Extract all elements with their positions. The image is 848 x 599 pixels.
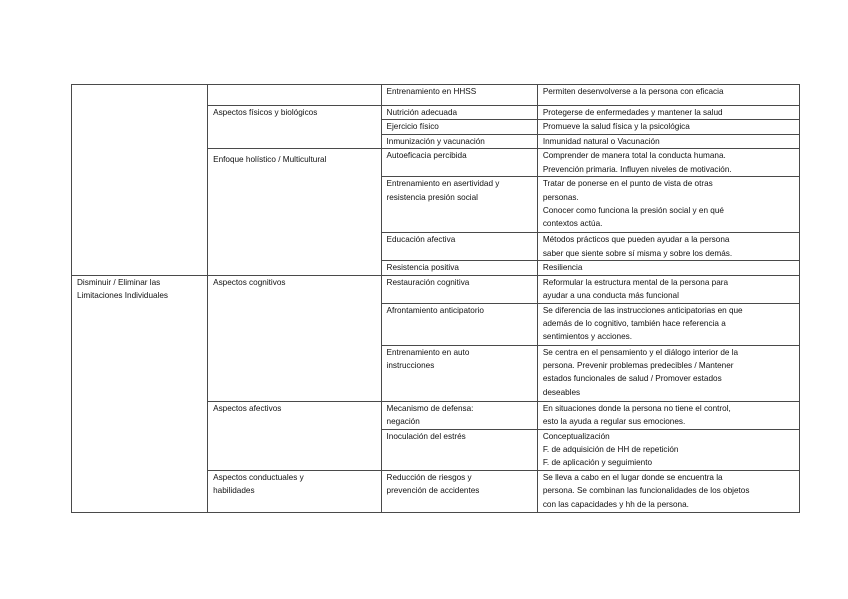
technique-text: Autoeficacia percibida xyxy=(386,151,467,161)
cell-col2-empty xyxy=(208,85,381,106)
description-text: Métodos prácticos que pueden ayudar a la persona xyxy=(542,235,730,245)
description-text: En situaciones donde la persona no tiene el control, xyxy=(542,403,731,413)
cell-description xyxy=(537,233,799,261)
description-text: Prevención primaria. Influyen niveles de motivación. xyxy=(542,164,732,174)
technique-text: negación xyxy=(386,417,420,427)
category-text: Aspectos afectivos xyxy=(213,403,282,413)
cell-technique xyxy=(381,303,537,345)
technique-text: Restauración cognitiva xyxy=(386,277,470,287)
technique-text: Entrenamiento en asertividad y xyxy=(386,179,500,189)
cell-description xyxy=(537,303,799,345)
technique-text: Resistencia positiva xyxy=(386,263,459,273)
cell-technique xyxy=(381,177,537,233)
description-text: persona. Prevenir problemas predecibles / Mantener xyxy=(542,361,734,371)
cell-technique xyxy=(381,149,537,177)
description-text: Protegerse de enfermedades y mantener la salud xyxy=(542,108,723,117)
category-text: Aspectos conductuales y xyxy=(213,472,304,482)
cell-description xyxy=(537,149,799,177)
description-text: ayudar a una conducta más funcional xyxy=(542,291,679,301)
cell-technique xyxy=(381,134,537,148)
cell-description xyxy=(537,470,799,512)
description-text: F. de aplicación y seguimiento xyxy=(542,458,653,468)
category-text: habilidades xyxy=(213,486,255,496)
cell-description xyxy=(537,275,799,303)
description-text: Comprender de manera total la conducta humana. xyxy=(542,151,726,161)
description-text: Promueve la salud física y la psicológica xyxy=(542,122,690,132)
description-text: Se centra en el pensamiento y el diálogo interior de la xyxy=(542,347,739,357)
cell-description xyxy=(537,120,799,134)
description-text: con las capacidades y hh de la persona. xyxy=(542,499,689,509)
cell-description xyxy=(537,134,799,148)
cell-category xyxy=(208,149,381,275)
cell-category xyxy=(208,106,381,149)
goal-text: Disminuir / Eliminar las xyxy=(77,277,161,287)
technique-text: instrucciones xyxy=(386,361,435,371)
cell-technique xyxy=(381,345,537,401)
description-text: personas. xyxy=(542,192,579,202)
cell-technique xyxy=(381,106,537,120)
cell-technique xyxy=(381,275,537,303)
technique-text: Educación afectiva xyxy=(386,235,456,245)
technique-text: Afrontamiento anticipatorio xyxy=(386,305,484,315)
cell-category xyxy=(208,470,381,512)
category-text: Aspectos físicos y biológicos xyxy=(213,108,318,117)
cell-category xyxy=(208,401,381,470)
description-text: Se diferencia de las instrucciones anticipatorias en que xyxy=(542,305,743,315)
cell-technique xyxy=(381,120,537,134)
description-text: contextos actúa. xyxy=(542,219,603,229)
cell-technique xyxy=(381,261,537,275)
description-text: Inmunidad natural o Vacunación xyxy=(542,136,660,146)
technique-text: Entrenamiento en HHSS xyxy=(386,87,477,96)
description-text: deseables xyxy=(542,387,581,397)
technique-text: Nutrición adecuada xyxy=(386,108,458,117)
table-row xyxy=(72,275,800,303)
description-text: Conceptualización xyxy=(542,431,610,441)
technique-text: Entrenamiento en auto xyxy=(386,347,470,357)
cell-technique xyxy=(381,429,537,470)
description-text: Conocer como funciona la presión social y en qué xyxy=(542,206,724,216)
description-text: sentimientos y acciones. xyxy=(542,332,633,342)
description-text: Resiliencia xyxy=(542,263,583,273)
description-text: Se lleva a cabo en el lugar donde se encuentra la xyxy=(542,472,723,482)
cell-description xyxy=(537,401,799,429)
cell-technique xyxy=(381,85,537,106)
cell-category xyxy=(208,275,381,401)
technique-text: prevención de accidentes xyxy=(386,486,480,496)
category-text: Aspectos cognitivos xyxy=(213,277,286,287)
description-text: F. de adquisición de HH de repetición xyxy=(542,445,679,455)
technique-text: Ejercicio físico xyxy=(386,122,439,132)
cell-description xyxy=(537,106,799,120)
cell-description xyxy=(537,85,799,106)
category-text: Enfoque holístico / Multicultural xyxy=(213,155,327,165)
description-text: estados funcionales de salud / Promover estados xyxy=(542,374,722,384)
description-text: Reformular la estructura mental de la persona para xyxy=(542,277,729,287)
cell-description xyxy=(537,261,799,275)
description-text: además de lo cognitivo, también hace referencia a xyxy=(542,319,726,329)
description-text: Tratar de ponerse en el punto de vista de otras xyxy=(542,179,713,189)
technique-text: Mecanismo de defensa: xyxy=(386,403,474,413)
cell-col1-empty xyxy=(72,85,208,276)
cell-technique xyxy=(381,470,537,512)
description-text: Permiten desenvolverse a la persona con eficacia xyxy=(542,87,724,96)
goal-text: Limitaciones Individuales xyxy=(77,291,169,301)
cell-goal xyxy=(72,275,208,512)
cell-description xyxy=(537,345,799,401)
description-text: saber que siente sobre sí misma y sobre los demás. xyxy=(542,248,733,258)
cell-description xyxy=(537,429,799,470)
content-table xyxy=(71,84,800,513)
technique-text: Inmunización y vacunación xyxy=(386,136,485,146)
cell-description xyxy=(537,177,799,233)
table-row xyxy=(72,85,800,106)
cell-technique xyxy=(381,401,537,429)
technique-text: resistencia presión social xyxy=(386,192,479,202)
technique-text: Inoculación del estrés xyxy=(386,431,466,441)
cell-technique xyxy=(381,233,537,261)
description-text: persona. Se combinan las funcionalidades de los objetos xyxy=(542,486,750,496)
description-text: esto la ayuda a regular sus emociones. xyxy=(542,417,686,427)
technique-text: Reducción de riesgos y xyxy=(386,472,472,482)
